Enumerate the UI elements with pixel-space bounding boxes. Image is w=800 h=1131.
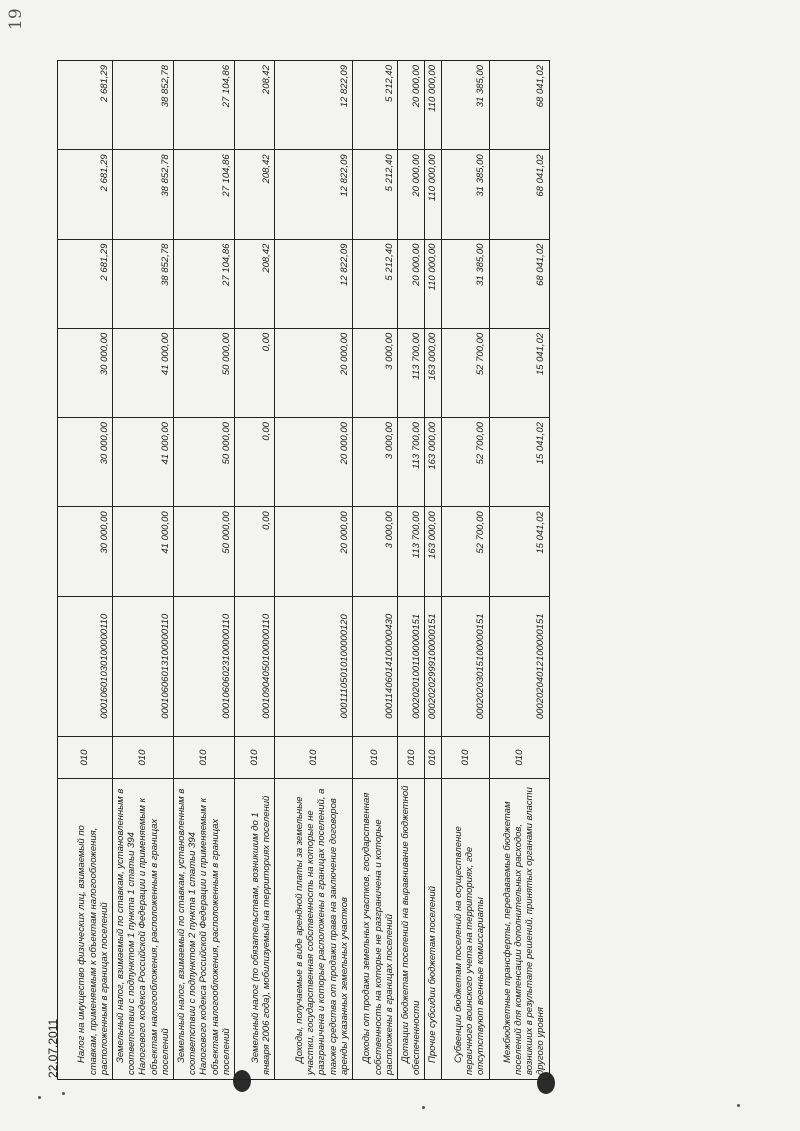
row-kbk-cell: 00010601030100000110 bbox=[58, 596, 113, 736]
row-value-cell: 31 385,00 bbox=[441, 150, 489, 239]
row-name-cell: Земельный налог, взимаемый по ставкам, установленным в соответствии с подпунктом 2 пункта 1 статьи 394 Налогового кодекса Российской Федерации и применяемым к объектам налогообложения, расположенным в границах поселений bbox=[174, 779, 235, 1080]
row-value-cell: 20 000,00 bbox=[275, 507, 353, 596]
row-value-cell: 12 822,09 bbox=[275, 61, 353, 150]
row-value-cell: 38 852,78 bbox=[113, 61, 174, 150]
row-value-cell: 15 041,02 bbox=[489, 418, 549, 507]
row-value-cell: 31 385,00 bbox=[441, 239, 489, 328]
page-number: 19 bbox=[6, 8, 26, 30]
income-table-body bbox=[58, 61, 550, 1080]
table-row bbox=[58, 61, 113, 1080]
row-value-cell: 208,42 bbox=[235, 61, 275, 150]
row-value-cell: 110 000,00 bbox=[425, 61, 441, 150]
row-code-cell: 010 bbox=[441, 737, 489, 779]
row-code-cell: 010 bbox=[398, 737, 425, 779]
table-row bbox=[174, 61, 235, 1080]
row-value-cell: 20 000,00 bbox=[275, 418, 353, 507]
row-value-cell: 41 000,00 bbox=[113, 328, 174, 417]
income-table-wrapper bbox=[57, 60, 547, 1080]
row-value-cell: 38 852,78 bbox=[113, 150, 174, 239]
row-kbk-cell: 00011105010100000120 bbox=[275, 596, 353, 736]
row-value-cell: 0,00 bbox=[235, 328, 275, 417]
row-value-cell: 52 700,00 bbox=[441, 507, 489, 596]
row-value-cell: 5 212,40 bbox=[353, 150, 398, 239]
scan-speck bbox=[737, 1104, 740, 1107]
row-value-cell: 50 000,00 bbox=[174, 507, 235, 596]
row-name-cell: Дотации бюджетам поселений на выравнивание бюджетной обеспеченности bbox=[398, 779, 425, 1080]
row-value-cell: 3 000,00 bbox=[353, 328, 398, 417]
row-value-cell: 0,00 bbox=[235, 507, 275, 596]
row-value-cell: 31 385,00 bbox=[441, 61, 489, 150]
row-value-cell: 38 852,78 bbox=[113, 239, 174, 328]
row-value-cell: 30 000,00 bbox=[58, 418, 113, 507]
row-name-cell: Прочие субсидии бюджетам поселений bbox=[425, 779, 441, 1080]
row-name-cell: Межбюджетные трансферты, передаваемые бюджетам поселений для компенсации дополнительных расходов, возникших в результате решений, принятых органами власти другого уровня bbox=[489, 779, 549, 1080]
scan-speck bbox=[38, 1096, 41, 1099]
row-value-cell: 208,42 bbox=[235, 150, 275, 239]
row-code-cell: 010 bbox=[174, 737, 235, 779]
row-value-cell: 50 000,00 bbox=[174, 328, 235, 417]
row-name-cell: Земельный налог, взимаемый по ставкам, установленным в соответствии с подпунктом 1 пункта 1 статьи 394 Налогового кодекса Российской Федерации и применяемым к объектам налогообложения, расположенным в границах поселений bbox=[113, 779, 174, 1080]
row-kbk-cell: 00020202999100000151 bbox=[425, 596, 441, 736]
row-name-cell: Доходы, получаемые в виде арендной платы за земельные участки, государственная собственность на которые не разграничена и которые расположены в границах поселений, а также средства от продажи права на заключение договоров аренды указанных земельных участков bbox=[275, 779, 353, 1080]
row-kbk-cell: 00010606013100000110 bbox=[113, 596, 174, 736]
row-kbk-cell: 00010904050100000110 bbox=[235, 596, 275, 736]
row-value-cell: 50 000,00 bbox=[174, 418, 235, 507]
row-code-cell: 010 bbox=[58, 737, 113, 779]
row-value-cell: 15 041,02 bbox=[489, 328, 549, 417]
row-value-cell: 41 000,00 bbox=[113, 418, 174, 507]
row-value-cell: 113 700,00 bbox=[398, 418, 425, 507]
row-value-cell: 20 000,00 bbox=[398, 239, 425, 328]
row-kbk-cell: 00011406014100000430 bbox=[353, 596, 398, 736]
row-value-cell: 208,42 bbox=[235, 239, 275, 328]
row-code-cell: 010 bbox=[235, 737, 275, 779]
table-row bbox=[275, 61, 353, 1080]
row-value-cell: 41 000,00 bbox=[113, 507, 174, 596]
row-value-cell: 163 000,00 bbox=[425, 328, 441, 417]
row-value-cell: 30 000,00 bbox=[58, 507, 113, 596]
row-value-cell: 163 000,00 bbox=[425, 418, 441, 507]
row-value-cell: 110 000,00 bbox=[425, 150, 441, 239]
row-code-cell: 010 bbox=[113, 737, 174, 779]
row-value-cell: 68 041,02 bbox=[489, 61, 549, 150]
row-kbk-cell: 00020204012100000151 bbox=[489, 596, 549, 736]
row-value-cell: 68 041,02 bbox=[489, 239, 549, 328]
income-table bbox=[57, 60, 550, 1080]
row-value-cell: 20 000,00 bbox=[398, 150, 425, 239]
table-row bbox=[113, 61, 174, 1080]
row-value-cell: 163 000,00 bbox=[425, 507, 441, 596]
row-kbk-cell: 00020201001100000151 bbox=[398, 596, 425, 736]
row-kbk-cell: 00010606023100000110 bbox=[174, 596, 235, 736]
row-value-cell: 2 681,29 bbox=[58, 61, 113, 150]
table-row bbox=[235, 61, 275, 1080]
table-row bbox=[425, 61, 441, 1080]
row-code-cell: 010 bbox=[425, 737, 441, 779]
row-value-cell: 27 104,86 bbox=[174, 61, 235, 150]
row-value-cell: 52 700,00 bbox=[441, 328, 489, 417]
row-value-cell: 2 681,29 bbox=[58, 239, 113, 328]
row-value-cell: 27 104,86 bbox=[174, 239, 235, 328]
scan-speck bbox=[422, 1106, 425, 1109]
row-kbk-cell: 00020203015100000151 bbox=[441, 596, 489, 736]
row-code-cell: 010 bbox=[353, 737, 398, 779]
table-row bbox=[489, 61, 549, 1080]
row-value-cell: 0,00 bbox=[235, 418, 275, 507]
row-value-cell: 52 700,00 bbox=[441, 418, 489, 507]
row-value-cell: 113 700,00 bbox=[398, 328, 425, 417]
row-value-cell: 110 000,00 bbox=[425, 239, 441, 328]
row-name-cell: Доходы от продажи земельных участков, государственная собственность на которые не разграничена и которые расположены в границах поселений bbox=[353, 779, 398, 1080]
row-value-cell: 30 000,00 bbox=[58, 328, 113, 417]
row-value-cell: 27 104,86 bbox=[174, 150, 235, 239]
table-row bbox=[398, 61, 425, 1080]
scan-speck bbox=[62, 1092, 65, 1095]
row-value-cell: 68 041,02 bbox=[489, 150, 549, 239]
table-row bbox=[353, 61, 398, 1080]
table-row bbox=[441, 61, 489, 1080]
row-value-cell: 5 212,40 bbox=[353, 61, 398, 150]
row-value-cell: 113 700,00 bbox=[398, 507, 425, 596]
print-date: 22.07.2011 bbox=[46, 1018, 60, 1078]
row-name-cell: Налог на имущество физических лиц, взимаемый по ставкам, применяемым к объектам налогообложения, расположенным в границах поселений bbox=[58, 779, 113, 1080]
row-value-cell: 12 822,09 bbox=[275, 150, 353, 239]
row-value-cell: 3 000,00 bbox=[353, 507, 398, 596]
row-value-cell: 20 000,00 bbox=[275, 328, 353, 417]
row-value-cell: 2 681,29 bbox=[58, 150, 113, 239]
row-name-cell: Земельный налог (по обязательствам, возникшим до 1 января 2006 года), мобилизуемый на территориях поселений bbox=[235, 779, 275, 1080]
row-value-cell: 20 000,00 bbox=[398, 61, 425, 150]
row-code-cell: 010 bbox=[489, 737, 549, 779]
row-value-cell: 5 212,40 bbox=[353, 239, 398, 328]
row-code-cell: 010 bbox=[275, 737, 353, 779]
row-value-cell: 12 822,09 bbox=[275, 239, 353, 328]
row-value-cell: 3 000,00 bbox=[353, 418, 398, 507]
row-name-cell: Субвенции бюджетам поселений на осуществление первичного воинского учета на территориях, где отсутствуют военные комиссариаты bbox=[441, 779, 489, 1080]
row-value-cell: 15 041,02 bbox=[489, 507, 549, 596]
